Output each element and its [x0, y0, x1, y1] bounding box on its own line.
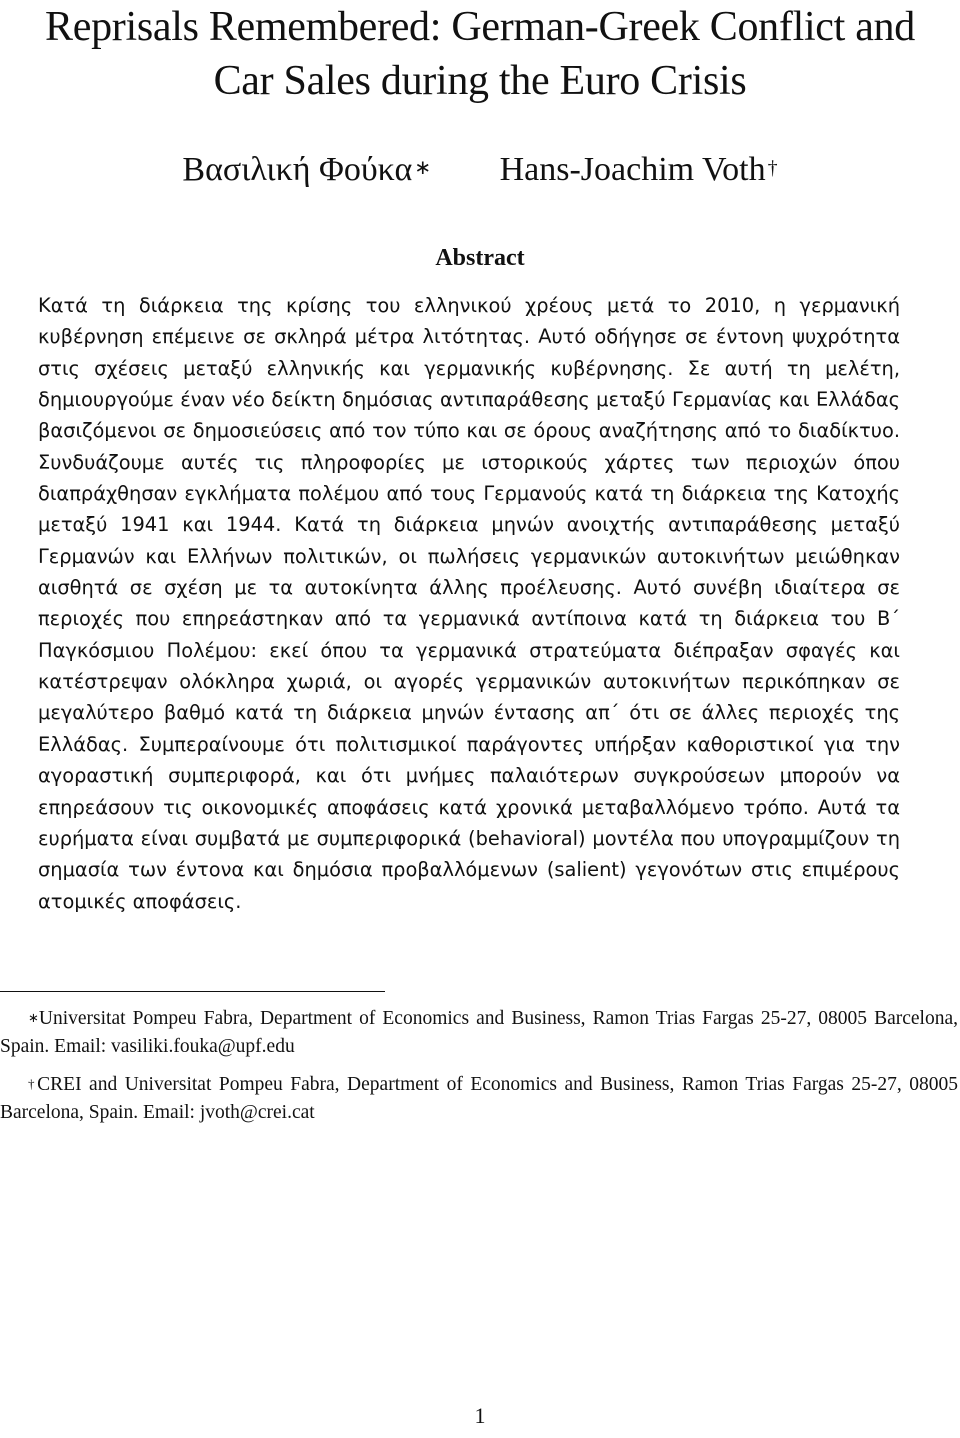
page-number: 1 — [474, 1403, 486, 1428]
author-2 — [500, 148, 778, 192]
abstract-body: Κατά τη διάρκεια της κρίσης του ελληνικού χρέους μετά το 2010, η γερμανική κυβέρνηση επέμεινε σε σκληρά μέτρα λιτότητας. Αυτό οδήγησε σε έντονη ψυχρότητα στις σχέσεις μεταξύ ελληνικής και γερμανικής κυβέρνησης. Σε αυτή τη μελέτη, δημιουργούμε έναν νέο δείκτη δημόσιας αντιπαράθεσης μεταξύ Γερμανίας και Ελλάδας βασιζόμενοι σε δημοσιεύσεις από τον τύπο και σε όρους αναζήτησης από το διαδίκτυο. Συνδυάζουμε αυτές τις πληροφορίες με ιστορικούς χάρτες των περιοχών όπου διαπράχθησαν εγκλήματα πολέμου από τους Γερμανούς κατά τη διάρκεια της Κατοχής μεταξύ 1941 και 1944. Κατά τη διάρκεια μηνών ανοιχτής αντιπαράθεσης μεταξύ Γερμανών και Ελλήνων πολιτικών, οι πωλήσεις γερμανικών αυτοκινήτων μειώθηκαν αισθητά σε σχέση με τα αυτοκίνητα άλλης προέλευσης. Αυτό συνέβη ιδιαίτερα σε περιοχές που επηρεάστηκαν από τα γερμανικά αντίποινα κατά τη διάρκεια του Β΄ Παγκόσμιου Πολέμου: εκεί όπου τα γερμανικά στρατεύματα διέπραξαν σφαγές και κατέστρεψαν ολόκληρα χωριά, οι αγορές γερμανικών αυτοκινήτων περικόπηκαν σε μεγαλύτερο βαθμό κατά τη διάρκεια μηνών έντασης απ΄ ότι σε άλλες περιοχές της Ελλάδας. Συμπεραίνουμε ότι πολιτισμικοί παράγοντες υπήρξαν καθοριστικοί για την αγοραστική συμπεριφορά, και ότι μνήμες παλαιότερων συγκρούσεων μπορούν να επηρεάσουν τις οικονομικές αποφάσεις κατά χρονικά μεταβαλλόμενο τρόπο. Αυτά τα ευρήματα είναι συμβατά με συμπεριφορικά (behavioral) μοντέλα που υπογραμμίζουν τη σημασία των έντονα και δημόσια προβαλλόμενων (salient) γεγονότων στις επιμέρους ατομικές αποφάσεις. — [38, 294, 900, 913]
footnote-2 — [0, 1071, 958, 1127]
footnotes — [0, 1005, 958, 1137]
footnote-divider — [0, 991, 385, 992]
author-1-footnote-mark: ∗ — [414, 157, 432, 179]
author-1 — [182, 148, 431, 192]
abstract-heading: Abstract — [435, 245, 525, 271]
footnote-1-mark: ∗ — [28, 1010, 39, 1025]
author-list — [0, 148, 960, 192]
author-1-name: Βασιλική Φούκα — [182, 151, 413, 188]
title-line-1: Reprisals Remembered: German-Greek Conflict and — [45, 4, 915, 50]
paper-title — [0, 0, 960, 108]
footnote-2-mark: † — [28, 1076, 38, 1091]
footnote-2-text: CREI and Universitat Pompeu Fabra, Department of Economics and Business, Ramon Trias Fargas 25-27, 08005 Barcelona, Spain. Email: jvoth@crei.cat — [0, 1074, 958, 1123]
title-line-2: Car Sales during the Euro Crisis — [213, 58, 747, 104]
footnote-1-text: Universitat Pompeu Fabra, Department of Economics and Business, Ramon Trias Fargas 25-27, 08005 Barcelona, Spain. Email: vasiliki.fouka@upf.edu — [0, 1008, 958, 1057]
author-2-footnote-mark: † — [767, 157, 778, 179]
author-2-name: Hans-Joachim Voth — [499, 151, 766, 188]
footnote-1 — [0, 1005, 958, 1061]
